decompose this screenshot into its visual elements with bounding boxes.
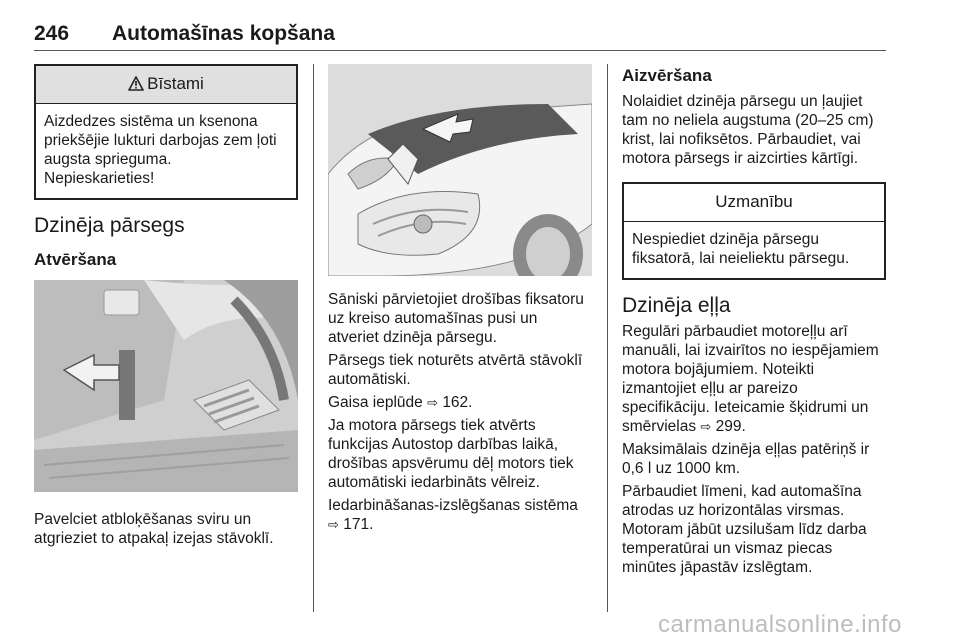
section-heading-oil: Dzinēja eļļa	[622, 294, 731, 317]
caution-box	[622, 182, 886, 280]
header-rule	[34, 50, 886, 51]
ref-arrow-icon: ⇨	[700, 419, 712, 434]
col3-para-2	[622, 322, 886, 436]
col3-para-3: Maksimālais dzinēja eļļas patēriņš ir 0,6 l uz 1000 km.	[622, 441, 870, 477]
air-intake-text: Gaisa ieplūde	[328, 394, 428, 411]
column-3	[622, 64, 886, 581]
ref-arrow-icon: ⇨	[328, 517, 339, 532]
air-intake-page-ref[interactable]: 162.	[442, 394, 473, 411]
col2-para-1: Sāniski pārvietojiet drošības fiksatoru uz kreiso automašīnas pusi un atveriet dzinēja pārsegu.	[328, 291, 584, 346]
start-stop-page-ref[interactable]: 171.	[343, 516, 374, 533]
start-stop-text: Iedarbināšanas-izslēgšanas sistēma	[328, 497, 578, 514]
col2-para-5	[328, 496, 592, 534]
car-hood-photo	[328, 64, 592, 276]
column-divider-1	[313, 64, 314, 612]
col2-para-4: Ja motora pārsegs tiek atvērts funkcijas Autostop darbības laikā, drošības apsvērumu dēļ motors tiek automātiski iedarbināts vēlreiz.	[328, 417, 574, 491]
release-lever-photo	[34, 280, 298, 492]
caution-box-header: Uzmanību	[624, 184, 884, 222]
warning-triangle-icon	[128, 76, 144, 91]
danger-text-2: Nepieskarieties!	[44, 170, 155, 187]
page-number: 246	[34, 22, 70, 45]
danger-box-header	[36, 66, 296, 104]
subheading-opening: Atvēršana	[34, 250, 117, 269]
danger-box	[34, 64, 298, 200]
caution-body: Nespiediet dzinēja pārsegu fiksatorā, lai neieliektu pārsegu.	[632, 231, 850, 267]
column-1	[34, 64, 298, 552]
danger-title: Bīstami	[147, 74, 204, 93]
oil-check-text: Regulāri pārbaudiet motoreļļu arī manuāli, lai izvairītos no iespējamiem motora bojājumiem. Noteikti izmantojiet eļļu ar pareizo specifikāciju. Ieteicamie šķidrumi un smērvielas	[622, 323, 879, 435]
fluids-page-ref[interactable]: 299.	[715, 418, 746, 435]
ref-arrow-icon: ⇨	[427, 395, 438, 410]
column-divider-2	[607, 64, 608, 612]
section-heading-hood: Dzinēja pārsegs	[34, 214, 185, 237]
lever-caption: Pavelciet atbloķēšanas sviru un atgrieziet to atpakaļ izejas stāvoklī.	[34, 511, 274, 547]
col2-para-2: Pārsegs tiek noturēts atvērtā stāvoklī automātiski.	[328, 352, 583, 388]
col3-para-1: Nolaidiet dzinēja pārsegu un ļaujiet tam no neliela augstuma (20–25 cm) krist, lai nofiksētos. Pārbaudiet, vai motora pārsegs ir aizcirties kārtīgi.	[622, 93, 874, 167]
col3-para-4: Pārbaudiet līmeni, kad automašīna atrodas uz horizontālas virsmas. Motoram jābūt uzsilušam līdz darba temperatūrai un vismaz piecas minūtes jāpastāv izslēgtam.	[622, 483, 867, 576]
subheading-closing: Aizvēršana	[622, 66, 712, 85]
danger-body	[36, 104, 296, 198]
page-header	[34, 22, 335, 46]
col2-para-3	[328, 393, 592, 412]
watermark: carmanualsonline.info	[658, 611, 902, 638]
section-title: Automašīnas kopšana	[112, 22, 335, 45]
column-2	[328, 64, 592, 538]
danger-text: Aizdedzes sistēma un ksenona priekšējie lukturi darbojas zem ļoti augsta sprieguma.	[44, 113, 277, 168]
